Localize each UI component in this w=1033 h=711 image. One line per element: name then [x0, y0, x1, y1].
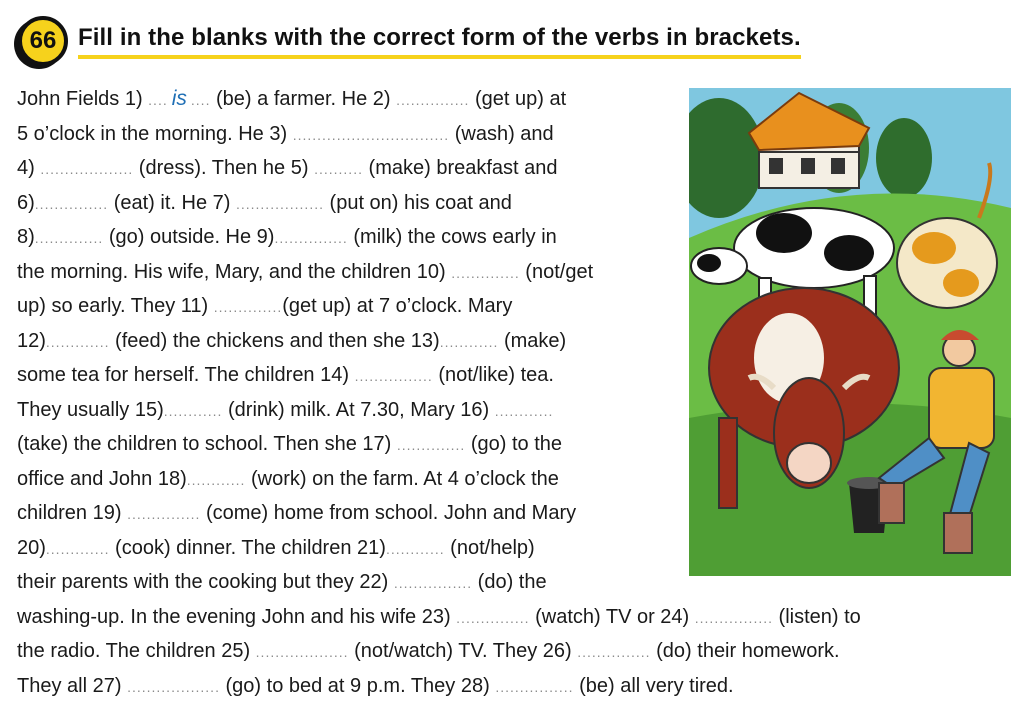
answer-blank[interactable]: ....	[190, 92, 211, 108]
text-segment: (be) a farmer. He 2)	[210, 88, 397, 110]
answer-blank[interactable]: ..........	[314, 161, 363, 177]
text-segment: (take) the children to school. Then she 17)	[17, 433, 397, 455]
answer-blank[interactable]: ...................	[255, 644, 349, 660]
text-segment: 4)	[17, 157, 41, 179]
answer-blank[interactable]: ...............	[456, 609, 530, 626]
exercise-line	[17, 635, 861, 670]
text-segment: (work) on the farm. At 4 o’clock the	[245, 467, 559, 490]
text-segment: (watch) TV or 24)	[529, 605, 695, 628]
text-segment: (be) all very tired.	[573, 674, 734, 697]
text-segment: (come) home from school. John and Mary	[200, 502, 577, 524]
text-segment: (go) outside. He 9)	[103, 226, 275, 248]
answer-blank[interactable]: ..............	[213, 299, 283, 315]
text-segment: John Fields 1)	[17, 88, 149, 110]
exercise-line	[17, 670, 861, 705]
answer-blank[interactable]: ............	[439, 333, 499, 350]
text-segment: up) so early. They 11)	[17, 295, 214, 317]
text-segment: They all 27)	[17, 674, 128, 697]
text-segment: (wash) and	[449, 122, 554, 145]
answer-blank[interactable]: ................	[354, 368, 433, 384]
answer-blank[interactable]: .............	[45, 540, 110, 557]
answer-blank[interactable]: ............	[385, 540, 445, 557]
answer-blank[interactable]: ...............	[127, 506, 201, 522]
text-segment: (not/get	[519, 260, 594, 283]
text-segment: (not/watch) TV. They 26)	[348, 640, 578, 662]
exercise-title: Fill in the blanks with the correct form of the verbs in brackets.	[78, 24, 801, 59]
text-segment: (eat) it. He 7)	[108, 191, 236, 214]
answer-blank[interactable]: ..............	[34, 230, 104, 246]
answer-blank[interactable]: ...............	[577, 644, 651, 660]
text-segment: some tea for herself. The children 14)	[17, 364, 355, 386]
text-segment: (not/like) tea.	[432, 364, 554, 386]
answer-blank[interactable]: ............	[494, 402, 554, 419]
text-segment: (milk) the cows early in	[347, 226, 557, 248]
text-segment: 12)	[17, 329, 46, 352]
example-answer: is	[171, 87, 187, 110]
exercise-number-badge: 66	[18, 16, 68, 66]
farm-illustration	[689, 88, 1011, 576]
text-segment: (make) breakfast and	[362, 157, 558, 179]
text-segment: office and John 18)	[17, 467, 187, 490]
answer-blank[interactable]: ............	[163, 402, 223, 419]
exercise-header	[18, 16, 801, 66]
text-segment: 8)	[17, 226, 35, 248]
text-segment: children 19)	[17, 502, 128, 524]
text-segment: their parents with the cooking but they 22)	[17, 571, 394, 593]
text-segment: (get up) at 7 o’clock. Mary	[282, 295, 513, 317]
tree-right	[876, 118, 932, 198]
answer-blank[interactable]: ................	[393, 575, 473, 591]
answer-blank[interactable]: ............	[186, 471, 246, 488]
answer-blank[interactable]: ................................	[292, 126, 450, 143]
text-segment: (do) their homework.	[650, 640, 840, 662]
answer-blank[interactable]: ...............	[396, 92, 470, 108]
text-segment: (dress). Then he 5)	[133, 157, 315, 179]
text-segment: (drink) milk. At 7.30, Mary 16)	[222, 398, 495, 421]
text-segment: (feed) the chickens and then she 13)	[109, 329, 440, 352]
text-segment: (listen) to	[773, 605, 861, 628]
text-segment: (go) to bed at 9 p.m. They 28)	[219, 674, 496, 697]
answer-blank[interactable]: ................	[694, 609, 773, 626]
answer-blank[interactable]: ...................	[40, 161, 134, 177]
text-segment: (make)	[498, 329, 567, 352]
answer-blank[interactable]: ..................	[235, 195, 324, 212]
text-segment: (put on) his coat and	[323, 191, 512, 214]
text-segment: (go) to the	[465, 433, 563, 455]
text-segment: 20)	[17, 536, 46, 559]
text-segment: (get up) at	[469, 88, 567, 110]
text-segment: 5 o’clock in the morning. He 3)	[17, 122, 293, 145]
text-segment: 6)	[17, 191, 35, 214]
text-segment: washing-up. In the evening John and his wife 23)	[17, 605, 457, 628]
answer-blank[interactable]: ...............	[34, 195, 109, 212]
text-segment: (cook) dinner. The children 21)	[109, 536, 386, 559]
answer-blank[interactable]: ...............	[274, 230, 348, 246]
text-segment: (not/help)	[444, 536, 535, 559]
answer-blank[interactable]: ..............	[396, 437, 466, 453]
answer-blank[interactable]: ....	[148, 92, 168, 108]
answer-blank[interactable]: ..............	[451, 264, 520, 281]
exercise-line	[17, 601, 861, 636]
text-segment: (do) the	[472, 571, 547, 593]
text-segment: the radio. The children 25)	[17, 640, 256, 662]
answer-blank[interactable]: ................	[495, 678, 574, 695]
text-segment: They usually 15)	[17, 398, 164, 421]
answer-blank[interactable]: .............	[45, 333, 110, 350]
answer-blank[interactable]: ...................	[127, 678, 220, 695]
text-segment: the morning. His wife, Mary, and the children 10)	[17, 260, 452, 283]
